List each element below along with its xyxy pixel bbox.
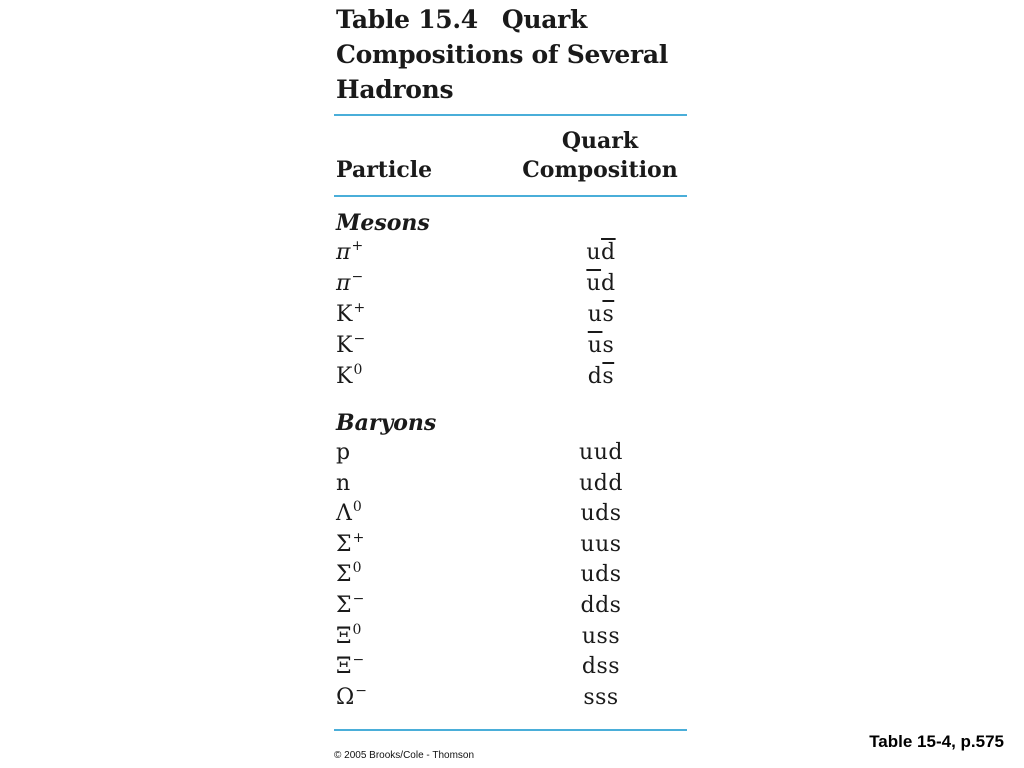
column-header-quark-composition	[510, 127, 690, 185]
quark-composition	[516, 331, 686, 361]
copyright-notice: © 2005 Brooks/Cole - Thomson	[334, 750, 475, 761]
meson-row	[336, 362, 686, 392]
group-label-baryons: Baryons	[336, 410, 437, 436]
particle-symbol	[336, 300, 365, 332]
particle-charge: −	[353, 331, 366, 347]
header-rule	[334, 195, 687, 197]
table-title-line-2: Compositions of Several	[336, 40, 668, 69]
particle-symbol	[336, 560, 361, 592]
particle-symbol	[336, 331, 365, 363]
particle-letter: Ω	[336, 684, 355, 710]
meson-row	[336, 300, 686, 330]
particle-letter: π	[336, 240, 351, 265]
quark-composition: uus	[580, 531, 622, 557]
baryon-row	[336, 622, 686, 652]
meson-row	[336, 238, 686, 268]
particle-letter: K	[336, 333, 353, 358]
particle-letter: Σ	[336, 531, 352, 557]
meson-row	[336, 331, 686, 361]
baryon-row	[336, 591, 686, 621]
particle-symbol	[336, 469, 350, 499]
table-title-text-1: Quark	[501, 5, 588, 34]
quark-composition	[516, 300, 686, 330]
particle-charge: −	[355, 682, 367, 699]
column-header-quark-line-2: Composition	[522, 157, 678, 183]
particle-symbol	[336, 591, 364, 623]
quark-composition: udd	[579, 470, 623, 496]
baryon-row	[336, 652, 686, 682]
particle-letter: π	[336, 271, 351, 296]
particle-symbol	[336, 438, 350, 468]
baryon-row	[336, 683, 686, 713]
particle-symbol	[336, 269, 363, 301]
particle-letter: K	[336, 364, 353, 389]
particle-letter: Ξ	[336, 654, 352, 680]
baryon-row	[336, 530, 686, 560]
table-title-line-3: Hadrons	[336, 75, 454, 104]
quark-composition: uss	[581, 623, 621, 649]
particle-charge: 0	[352, 499, 362, 516]
particle-letter: Ξ	[336, 623, 352, 649]
particle-letter: n	[336, 470, 351, 496]
quark-composition	[516, 269, 686, 299]
table-title-line-1	[336, 2, 696, 37]
particle-charge: 0	[352, 560, 362, 577]
particle-charge: 0	[352, 621, 362, 638]
particle-charge: −	[351, 269, 364, 285]
quark-2: s	[602, 333, 615, 358]
quark-2: $\overline{s}$	[602, 302, 615, 327]
quark-composition: dds	[580, 593, 622, 618]
quark-2: $\overline{d}$	[601, 240, 616, 265]
particle-symbol	[336, 622, 361, 654]
quark-composition: uds	[580, 501, 622, 527]
column-header-quark-line-1: Quark	[561, 128, 639, 154]
particle-charge: +	[353, 300, 366, 316]
slide-caption: Table 15-4, p.575	[869, 732, 1004, 751]
table-title	[336, 2, 696, 107]
quark-composition: uud	[579, 440, 623, 465]
baryon-row	[336, 438, 686, 468]
particle-charge: +	[352, 529, 365, 546]
particle-letter: Σ	[336, 593, 352, 618]
particle-letter: K	[336, 302, 353, 327]
table-number: Table 15.4	[336, 5, 478, 34]
top-rule	[334, 114, 687, 116]
quark-composition	[516, 362, 686, 392]
particle-symbol	[336, 499, 362, 531]
particle-symbol	[336, 362, 362, 394]
quark-2: $\overline{s}$	[602, 364, 615, 389]
particle-charge: 0	[353, 362, 363, 378]
baryon-row	[336, 499, 686, 529]
group-label-mesons: Mesons	[336, 210, 430, 236]
particle-symbol	[336, 683, 367, 715]
bottom-rule	[334, 729, 687, 731]
quark-2: d	[601, 271, 616, 296]
baryon-row	[336, 469, 686, 499]
particle-charge: −	[352, 591, 365, 607]
particle-letter: p	[336, 440, 351, 465]
particle-symbol	[336, 530, 364, 562]
meson-row	[336, 269, 686, 299]
quark-1: $\overline{u}$	[587, 333, 603, 358]
particle-charge: +	[351, 238, 364, 254]
quark-1: u	[587, 302, 603, 327]
quark-composition: uds	[580, 562, 622, 588]
particle-letter: Σ	[336, 562, 352, 588]
particle-charge: −	[352, 652, 365, 669]
particle-symbol	[336, 238, 363, 270]
quark-composition: dss	[581, 654, 621, 680]
particle-letter: Λ	[336, 501, 352, 527]
column-header-particle: Particle	[336, 157, 433, 183]
quark-composition	[516, 238, 686, 268]
baryon-row	[336, 560, 686, 590]
quark-composition: sss	[583, 684, 619, 710]
quark-1: $\overline{u}$	[586, 271, 602, 296]
quark-1: d	[587, 364, 603, 389]
quark-1: u	[586, 240, 602, 265]
particle-symbol	[336, 652, 364, 684]
